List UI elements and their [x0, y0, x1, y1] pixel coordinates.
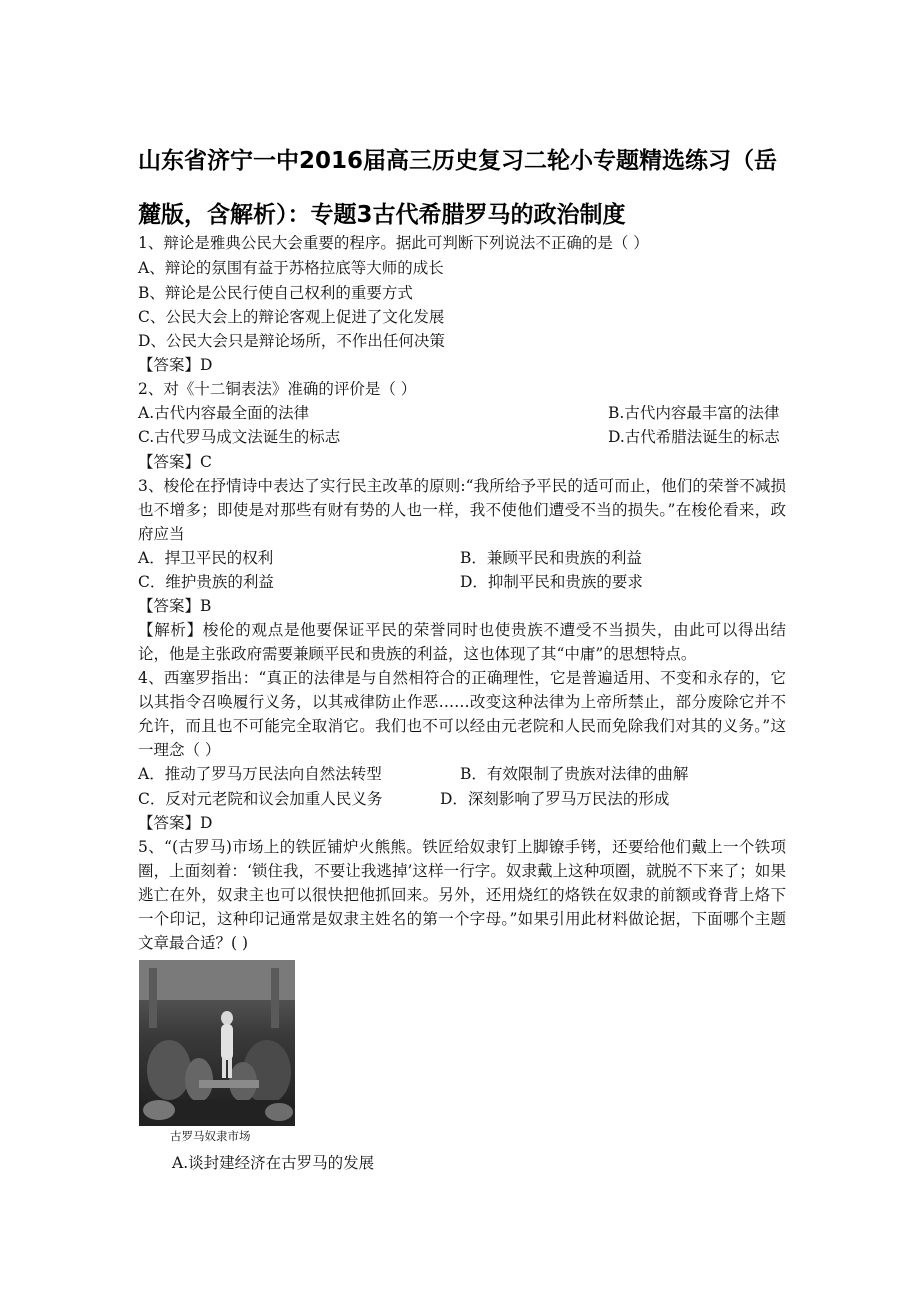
q2-option-a: A.古代内容最全面的法律: [138, 404, 310, 422]
q4-answer: 【答案】D: [138, 814, 213, 832]
q3-option-a: A．捍卫平民的权利: [138, 549, 274, 567]
q2-answer: 【答案】C: [138, 453, 212, 471]
q4-option-row-1: [138, 762, 788, 786]
q3-option-d: D．抑制平民和贵族的要求: [460, 573, 643, 591]
q4-option-row-2: [138, 787, 788, 811]
q3-stem: 3、梭伦在抒情诗中表达了实行民主改革的原则:“我所给予平民的适可而止，他们的荣誉不减损也不增多；即使是对那些有财有势的人也一样，我不使他们遭受不当的损失。”在梭伦看来，政府应当: [138, 477, 786, 543]
q3-analysis: 【解析】梭伦的观点是他要保证平民的荣誉同时也使贵族不遭受不当损失，由此可以得出结论，他是主张政府需要兼顾平民和贵族的利益，这也体现了其“中庸”的思想特点。: [138, 621, 786, 663]
q4-option-c: C．反对元老院和议会加重人民义务: [138, 790, 383, 808]
q4-option-a: A．推动了罗马万民法向自然法转型: [138, 765, 382, 783]
image-caption: 古罗马奴隶市场: [170, 1129, 251, 1143]
slave-market-painting-icon: [139, 960, 295, 1126]
q3-option-c: C．维护贵族的利益: [138, 573, 274, 591]
q2-option-d: D.古代希腊法诞生的标志: [608, 428, 780, 446]
q4-option-b: B．有效限制了贵族对法律的曲解: [460, 765, 689, 783]
q1-answer: 【答案】D: [138, 356, 213, 374]
q1-option-b: B、辩论是公民行使自己权利的重要方式: [138, 284, 413, 302]
q1-option-a: A、辩论的氛围有益于苏格拉底等大师的成长: [138, 259, 444, 277]
slave-market-image: [139, 960, 295, 1126]
q1-option-c: C、公民大会上的辩论客观上促进了文化发展: [138, 308, 445, 326]
q5-stem: 5、“(古罗马)市场上的铁匠铺炉火熊熊。铁匠给奴隶钉上脚镣手铐，还要给他们戴上一个铁项圈，上面刻着：‘锁住我，不要让我逃掉’这样一行字。奴隶戴上这种项圈，就脱不下来了；如果逃亡在外，奴隶主也可以很快把他抓回来。另外，还用烧红的烙铁在奴隶的前额或脊背上烙下一个印记，这种印记通常是奴隶主姓名的第一个字母。”如果引用此材料做论据，下面哪个主题文章最合适？( ): [138, 838, 786, 952]
q4-option-d: D．深刻影响了罗马万民法的形成: [440, 790, 670, 808]
q2-option-row-1: [138, 401, 788, 425]
q4-stem: 4、西塞罗指出：“真正的法律是与自然相符合的正确理性，它是普遍适用、不变和永存的，它以其指令召唤履行义务，以其戒律防止作恶……改变这种法律为上帝所禁止，部分废除它并不允许，而且也不可能完全取消它。我们也不可以经由元老院和人民而免除我们对其的义务。”这一理念（ ）: [138, 669, 786, 759]
q3-answer: 【答案】B: [138, 597, 212, 615]
q3-option-row-2: [138, 570, 788, 594]
q1-option-d: D、公民大会只是辩论场所，不作出任何决策: [138, 332, 445, 350]
document-title: 山东省济宁一中2016届高三历史复习二轮小专题精选练习（岳麓版，含解析）：专题3古代希腊罗马的政治制度: [138, 148, 778, 228]
q2-stem: 2、对《十二铜表法》准确的评价是（ ）: [138, 380, 417, 398]
q2-option-c: C.古代罗马成文法诞生的标志: [138, 428, 341, 446]
q3-option-b: B．兼顾平民和贵族的利益: [460, 549, 642, 567]
q2-option-b: B.古代内容最丰富的法律: [608, 404, 780, 422]
q1-stem: 1、辩论是雅典公民大会重要的程序。据此可判断下列说法不正确的是（ ）: [138, 234, 649, 252]
q5-option-a: A.谈封建经济在古罗马的发展: [172, 1154, 375, 1172]
q3-option-row-1: [138, 546, 788, 570]
q2-option-row-2: [138, 425, 788, 449]
